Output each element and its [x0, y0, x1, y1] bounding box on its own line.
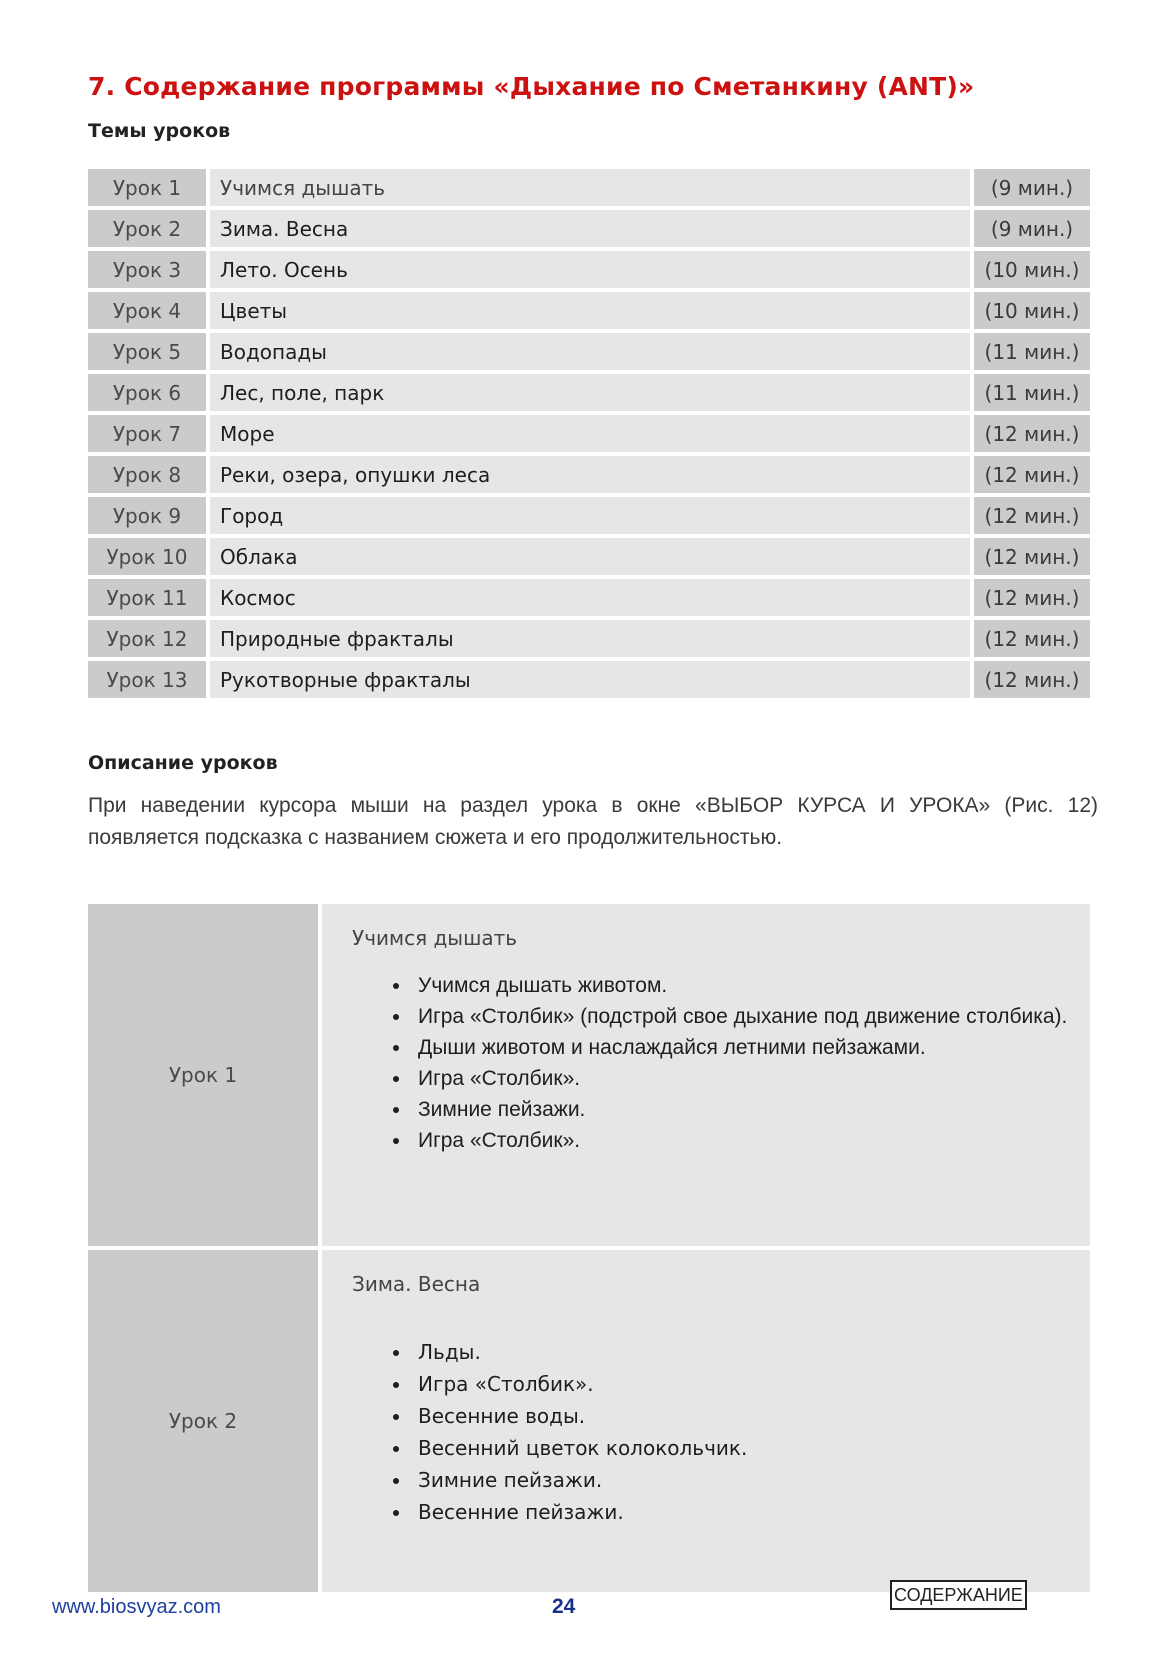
table-row: [88, 210, 1090, 247]
lesson-description-row: [88, 1250, 1090, 1592]
topics-heading: Темы уроков: [88, 120, 231, 142]
lesson-duration: (12 мин.): [974, 497, 1090, 534]
page-title: 7. Содержание программы «Дыхание по Сметанкину (ANT)»: [88, 72, 975, 101]
lesson-topic: Природные фракталы: [210, 620, 970, 657]
descriptions-intro: При наведении курсора мыши на раздел урока в окне «ВЫБОР КУРСА И УРОКА» (Рис. 12) появляется подсказка с названием сюжета и его продолжительностью.: [88, 794, 1098, 849]
lesson-topic: Море: [210, 415, 970, 452]
lesson-duration: (10 мин.): [974, 292, 1090, 329]
list-item: • Весенние воды.: [412, 1400, 1070, 1432]
list-item: • Игра «Столбик».: [412, 1125, 1070, 1156]
lesson-topic: Цветы: [210, 292, 970, 329]
lesson-topic: Водопады: [210, 333, 970, 370]
table-row: [88, 251, 1090, 288]
lesson-label: Урок 1: [88, 904, 318, 1246]
lesson-topic: Реки, озера, опушки леса: [210, 456, 970, 493]
lesson-topic: Рукотворные фракталы: [210, 661, 970, 698]
lesson-duration: (12 мин.): [974, 620, 1090, 657]
lesson-number: Урок 9: [88, 497, 206, 534]
lesson-title: Учимся дышать: [352, 926, 518, 950]
table-row: [88, 169, 1090, 206]
lesson-topic: Учимся дышать: [210, 169, 970, 206]
lesson-label: Урок 2: [88, 1250, 318, 1592]
lesson-number: Урок 8: [88, 456, 206, 493]
lesson-topic: Космос: [210, 579, 970, 616]
lesson-topic: Лес, поле, парк: [210, 374, 970, 411]
table-row: [88, 456, 1090, 493]
lesson-duration: (9 мин.): [974, 169, 1090, 206]
lesson-number: Урок 10: [88, 538, 206, 575]
page-number: 24: [552, 1595, 576, 1618]
lesson-duration: (10 мин.): [974, 251, 1090, 288]
lesson-number: Урок 5: [88, 333, 206, 370]
lesson-description-row: [88, 904, 1090, 1246]
lesson-topic: Лето. Осень: [210, 251, 970, 288]
list-item: • Зимние пейзажи.: [412, 1464, 1070, 1496]
lesson-topic: Облака: [210, 538, 970, 575]
table-row: [88, 579, 1090, 616]
lesson-number: Урок 7: [88, 415, 206, 452]
list-item: • Игра «Столбик».: [412, 1368, 1070, 1400]
lesson-number: Урок 2: [88, 210, 206, 247]
lesson-topic: Город: [210, 497, 970, 534]
descriptions-heading: Описание уроков: [88, 752, 278, 774]
lesson-activity-list: [352, 1336, 1070, 1528]
lesson-description-cell: [322, 1250, 1090, 1592]
table-row: [88, 538, 1090, 575]
table-row: [88, 661, 1090, 698]
lesson-duration: (12 мин.): [974, 579, 1090, 616]
lesson-title: Зима. Весна: [352, 1272, 481, 1296]
website-link[interactable]: www.biosvyaz.com: [52, 1596, 221, 1618]
lesson-number: Урок 13: [88, 661, 206, 698]
lesson-number: Урок 3: [88, 251, 206, 288]
lesson-activity-list: [352, 970, 1070, 1156]
lesson-topic: Зима. Весна: [210, 210, 970, 247]
lesson-duration: (12 мин.): [974, 538, 1090, 575]
lesson-duration: (9 мин.): [974, 210, 1090, 247]
lesson-number: Урок 12: [88, 620, 206, 657]
table-row: [88, 497, 1090, 534]
list-item: • Весенний цветок колокольчик.: [412, 1432, 1070, 1464]
list-item: • Дыши животом и наслаждайся летними пейзажами.: [412, 1032, 1070, 1063]
list-item: • Льды.: [412, 1336, 1070, 1368]
list-item: • Зимние пейзажи.: [412, 1094, 1070, 1125]
table-row: [88, 415, 1090, 452]
lesson-duration: (11 мин.): [974, 374, 1090, 411]
table-row: [88, 620, 1090, 657]
lesson-duration: (11 мин.): [974, 333, 1090, 370]
lesson-descriptions-table: [84, 900, 1094, 1596]
lesson-number: Урок 1: [88, 169, 206, 206]
table-row: [88, 292, 1090, 329]
list-item: • Учимся дышать животом.: [412, 970, 1070, 1001]
lesson-number: Урок 11: [88, 579, 206, 616]
table-row: [88, 333, 1090, 370]
lesson-duration: (12 мин.): [974, 415, 1090, 452]
lesson-topics-body: [88, 169, 1090, 698]
table-row: [88, 374, 1090, 411]
table-of-contents-button[interactable]: СОДЕРЖАНИЕ: [890, 1580, 1027, 1610]
lesson-duration: (12 мин.): [974, 661, 1090, 698]
lesson-number: Урок 4: [88, 292, 206, 329]
list-item: • Весенние пейзажи.: [412, 1496, 1070, 1528]
list-item: • Игра «Столбик».: [412, 1063, 1070, 1094]
lesson-description-cell: [322, 904, 1090, 1246]
lesson-duration: (12 мин.): [974, 456, 1090, 493]
lesson-number: Урок 6: [88, 374, 206, 411]
lesson-topics-table: [84, 165, 1094, 702]
list-item: • Игра «Столбик» (подстрой свое дыхание под движение столбика).: [412, 1001, 1070, 1032]
